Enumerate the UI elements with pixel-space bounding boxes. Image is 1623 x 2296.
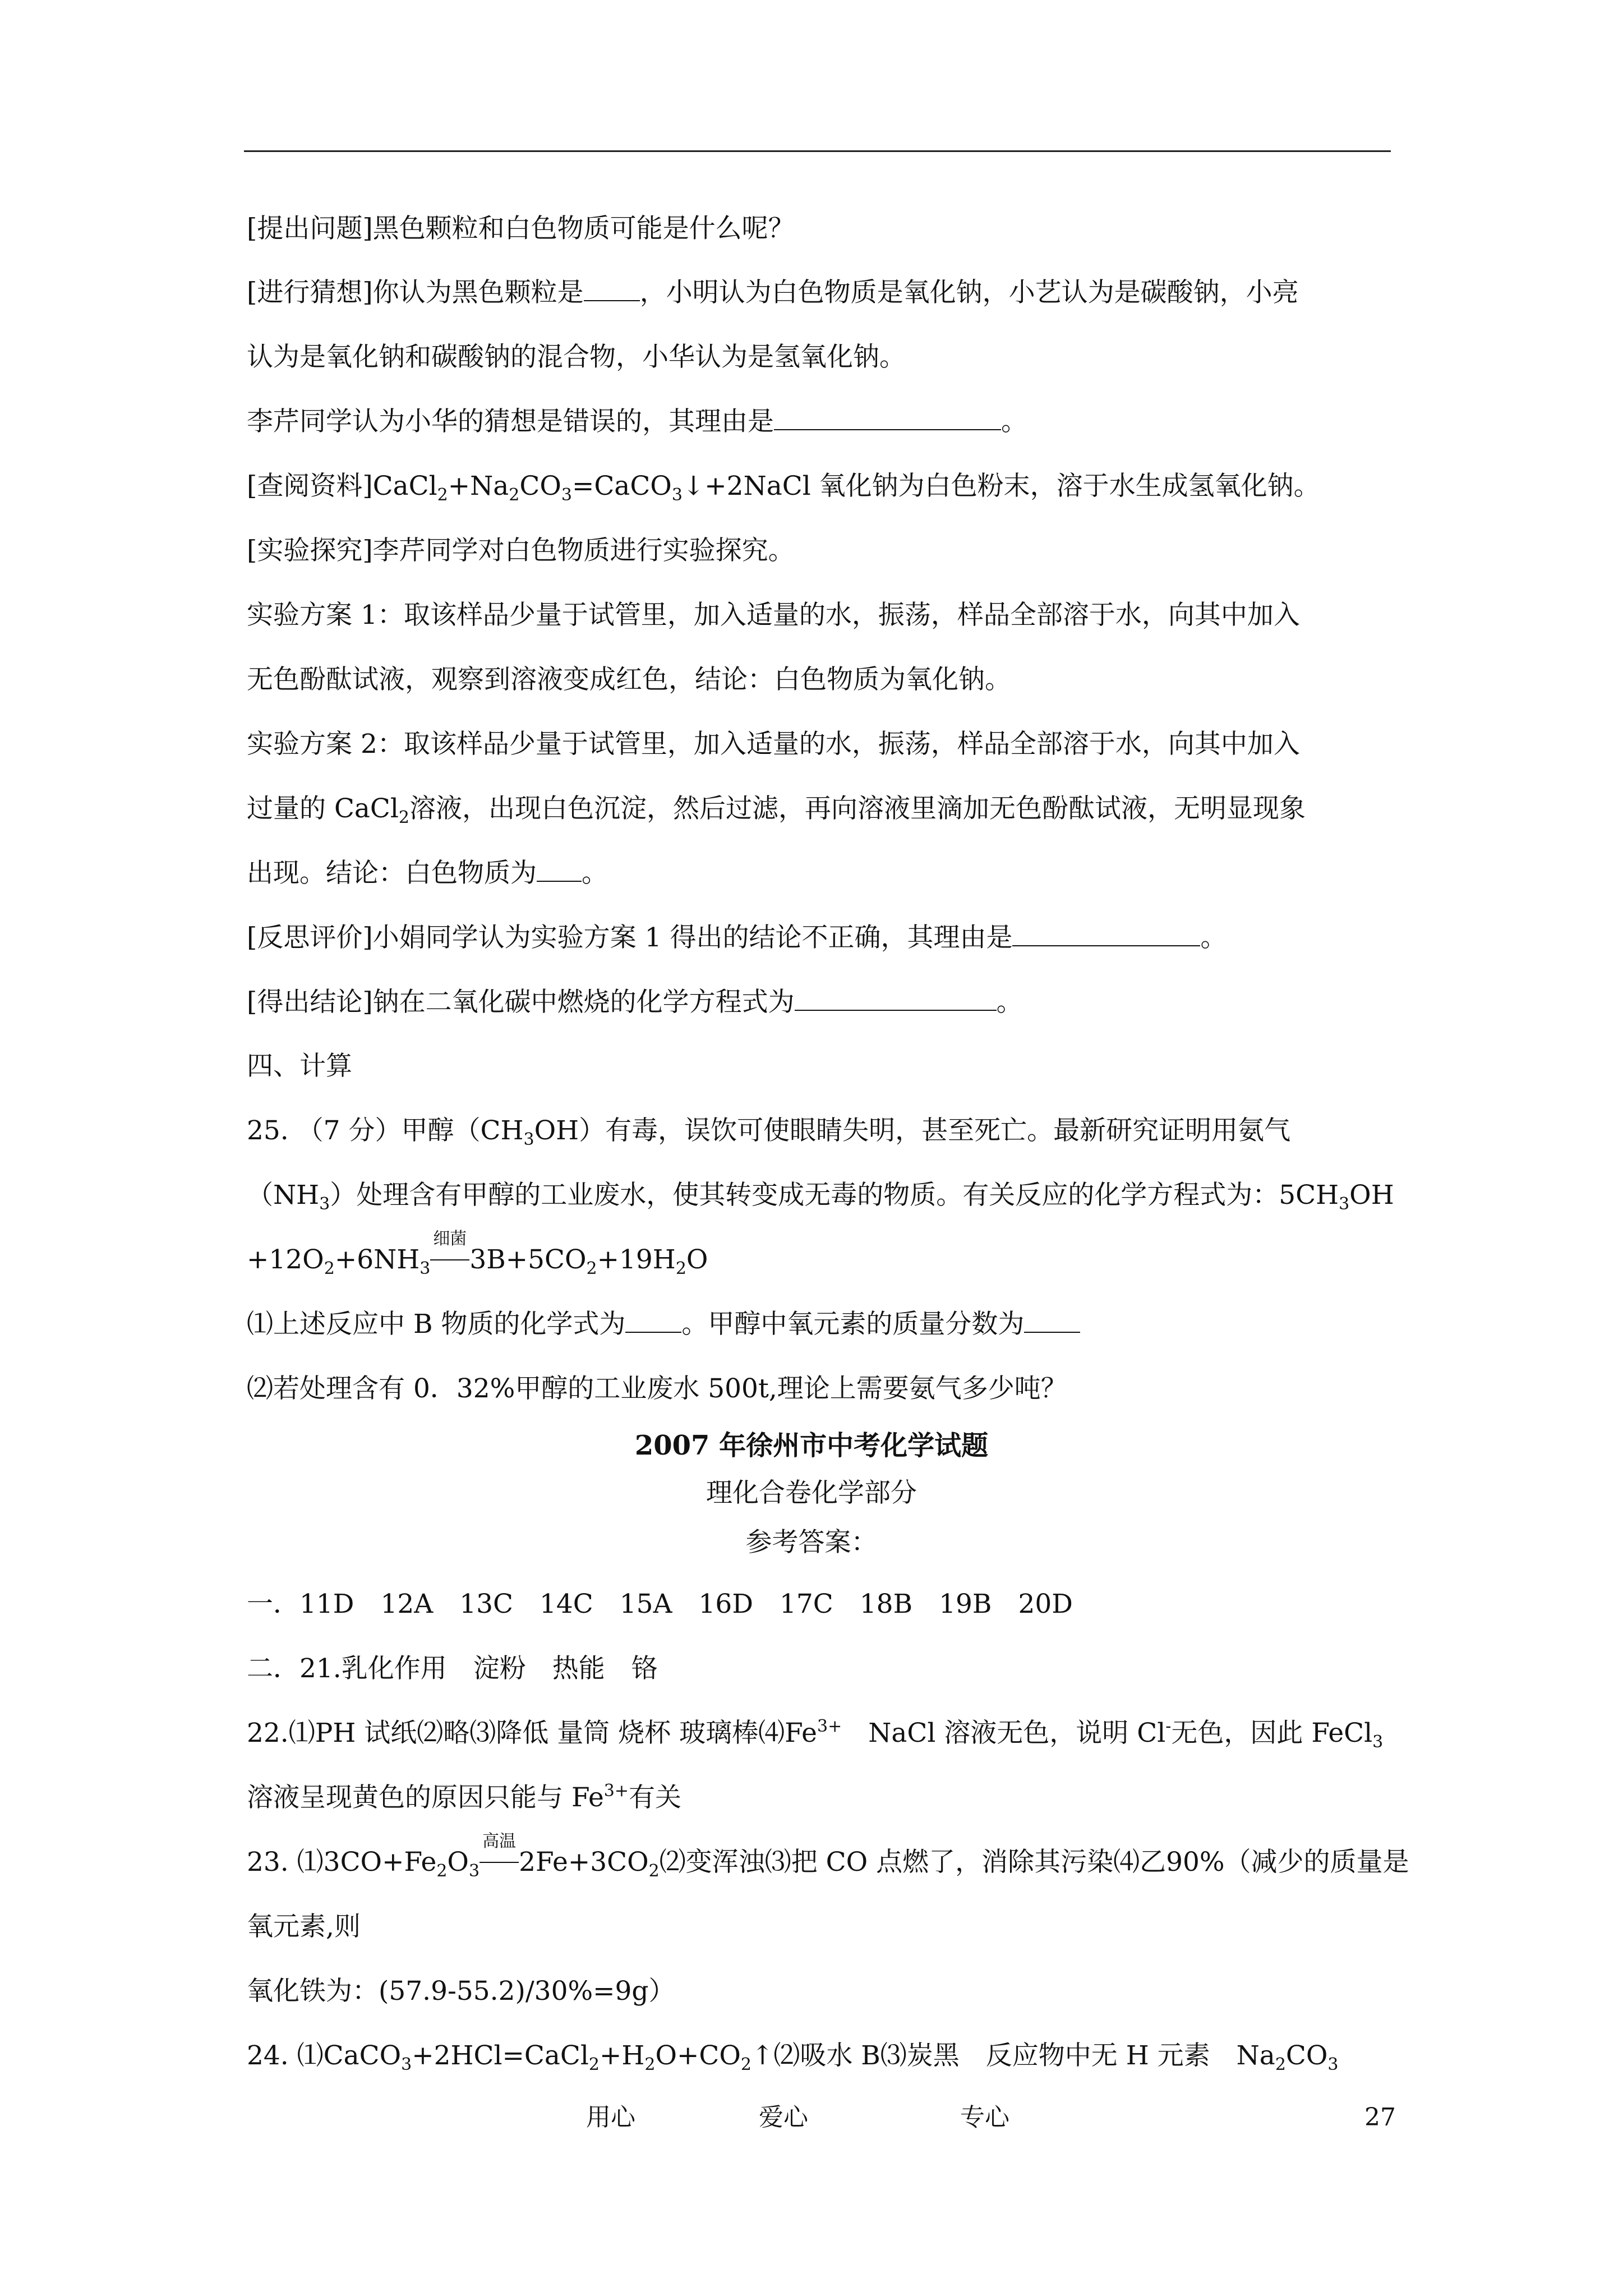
text-line: [查阅资料]$CaCl_2+Na_2CO_3=CaCO_3↓+2NaCl$ 氧化钠为白色粉末，溶于水生成氢氧化钠。 (247, 471, 1320, 505)
text-line: ⑵若处理含有 0．32%甲醇的工业废水 500t,理论上需要氨气多少吨？ (247, 1373, 1067, 1404)
footer-text: 专心 (960, 2103, 1009, 2132)
answer-blank (1024, 1309, 1080, 1333)
text-line: 过量的 CaCl$_2$溶液，出现白色沉淀，然后过滤，再向溶液里滴加无色酚酞试液，无明显现象 (247, 793, 1306, 827)
answer-blank (537, 858, 582, 882)
text-line: 认为是氧化钠和碳酸钠的混合物，小华认为是氢氧化钠。 (247, 342, 906, 372)
answer-line: 氧元素,则 (247, 1911, 361, 1942)
text-line: [实验探究]李芹同学对白色物质进行实验探究。 (247, 535, 795, 566)
answer-line: 二．21.乳化作用 淀粉 热能 铬 (247, 1653, 658, 1684)
footer-text: 用心 (586, 2103, 635, 2132)
section-heading: 四、计算 (247, 1051, 352, 1082)
answer-line: 溶液呈现黄色的原因只能与 $Fe^{3+}$有关 (247, 1781, 682, 1813)
reaction-condition: 细菌 (430, 1243, 469, 1277)
answers-heading: 参考答案： (745, 1527, 878, 1558)
page-subtitle: 理化合卷化学部分 (706, 1478, 917, 1508)
answer-line: 23. $⑴3CO+Fe_2O_3$ 高温 $2Fe+3CO_2⑵$变浑浊⑶把 CO 点燃了，消除其污染⑷乙90%（减少的质量是 (247, 1832, 1409, 1881)
text-line: ⑴上述反应中 B 物质的化学式为 。甲醇中氧元素的质量分数为 (247, 1308, 1080, 1341)
answer-blank (1012, 923, 1200, 946)
reaction-condition: 高温 (479, 1846, 519, 1879)
text-line: 李芹同学认为小华的猜想是错误的，其理由是 。 (247, 406, 1027, 437)
question-25: 25. （7 分）甲醇$(CH_3OH)$有毒，误饮可使眼睛失明，甚至死亡。最新研究证明用氨气 (247, 1115, 1291, 1149)
text-line: 实验方案 2：取该样品少量于试管里，加入适量的水，振荡，样品全部溶于水，向其中加入 (247, 729, 1300, 760)
answer-blank (774, 407, 1001, 430)
page-number: 27 (1364, 2103, 1396, 2132)
text-line: [得出结论]钠在二氧化碳中燃烧的化学方程式为 。 (247, 987, 1023, 1018)
answer-line: 一．11D 12A 13C 14C 15A 16D 17C 18B 19B 20D (247, 1589, 1073, 1619)
answer-line: 22.⑴PH 试纸⑵略⑶降低 量筒 烧杯 玻璃棒$⑷Fe^{3+}$ NaCl 溶液无色，说明 Cl-无色，因此 FeCl$_3$ (247, 1717, 1384, 1752)
footer-text: 爱心 (759, 2103, 808, 2132)
chemical-equation: $+12O_2+6NH_3$ 细菌 $3B+5CO_2+19H_2O$ (247, 1229, 708, 1278)
answer-blank (795, 987, 997, 1011)
text-line: [进行猜想]你认为黑色颗粒是 ，小明认为白色物质是氧化钠，小艺认为是碳酸钠，小亮 (247, 277, 1299, 308)
page-title: 2007 年徐州市中考化学试题 (634, 1430, 989, 1461)
answer-blank (625, 1309, 681, 1333)
text-line: [反思评价]小娟同学认为实验方案 1 得出的结论不正确，其理由是 。 (247, 922, 1227, 953)
answer-line: 24. $⑴CaCO_3+2HCl=CaCl_2+H_2O+CO_2↑⑵$吸水 B⑶炭黑 反应物中无 H 元素 $Na_2CO_3$ (247, 2040, 1339, 2074)
text-line: 出现。结论：白色物质为 。 (247, 858, 608, 889)
text-line: 无色酚酞试液，观察到溶液变成红色，结论：白色物质为氧化钠。 (247, 664, 1011, 695)
text-line: $(NH_3)$处理含有甲醇的工业废水，使其转变成无毒的物质。有关反应的化学方程式为：$5CH_3OH$ (247, 1180, 1394, 1214)
text-line: 实验方案 1：取该样品少量于试管里，加入适量的水，振荡，样品全部溶于水，向其中加入 (247, 600, 1300, 631)
answer-line: 氧化铁为：(57.9-55.2)/30%=9g） (247, 1976, 675, 2007)
text-line: [提出问题]黑色颗粒和白色物质可能是什么呢？ (247, 213, 795, 244)
header-rule (244, 150, 1391, 152)
answer-blank (584, 278, 640, 301)
